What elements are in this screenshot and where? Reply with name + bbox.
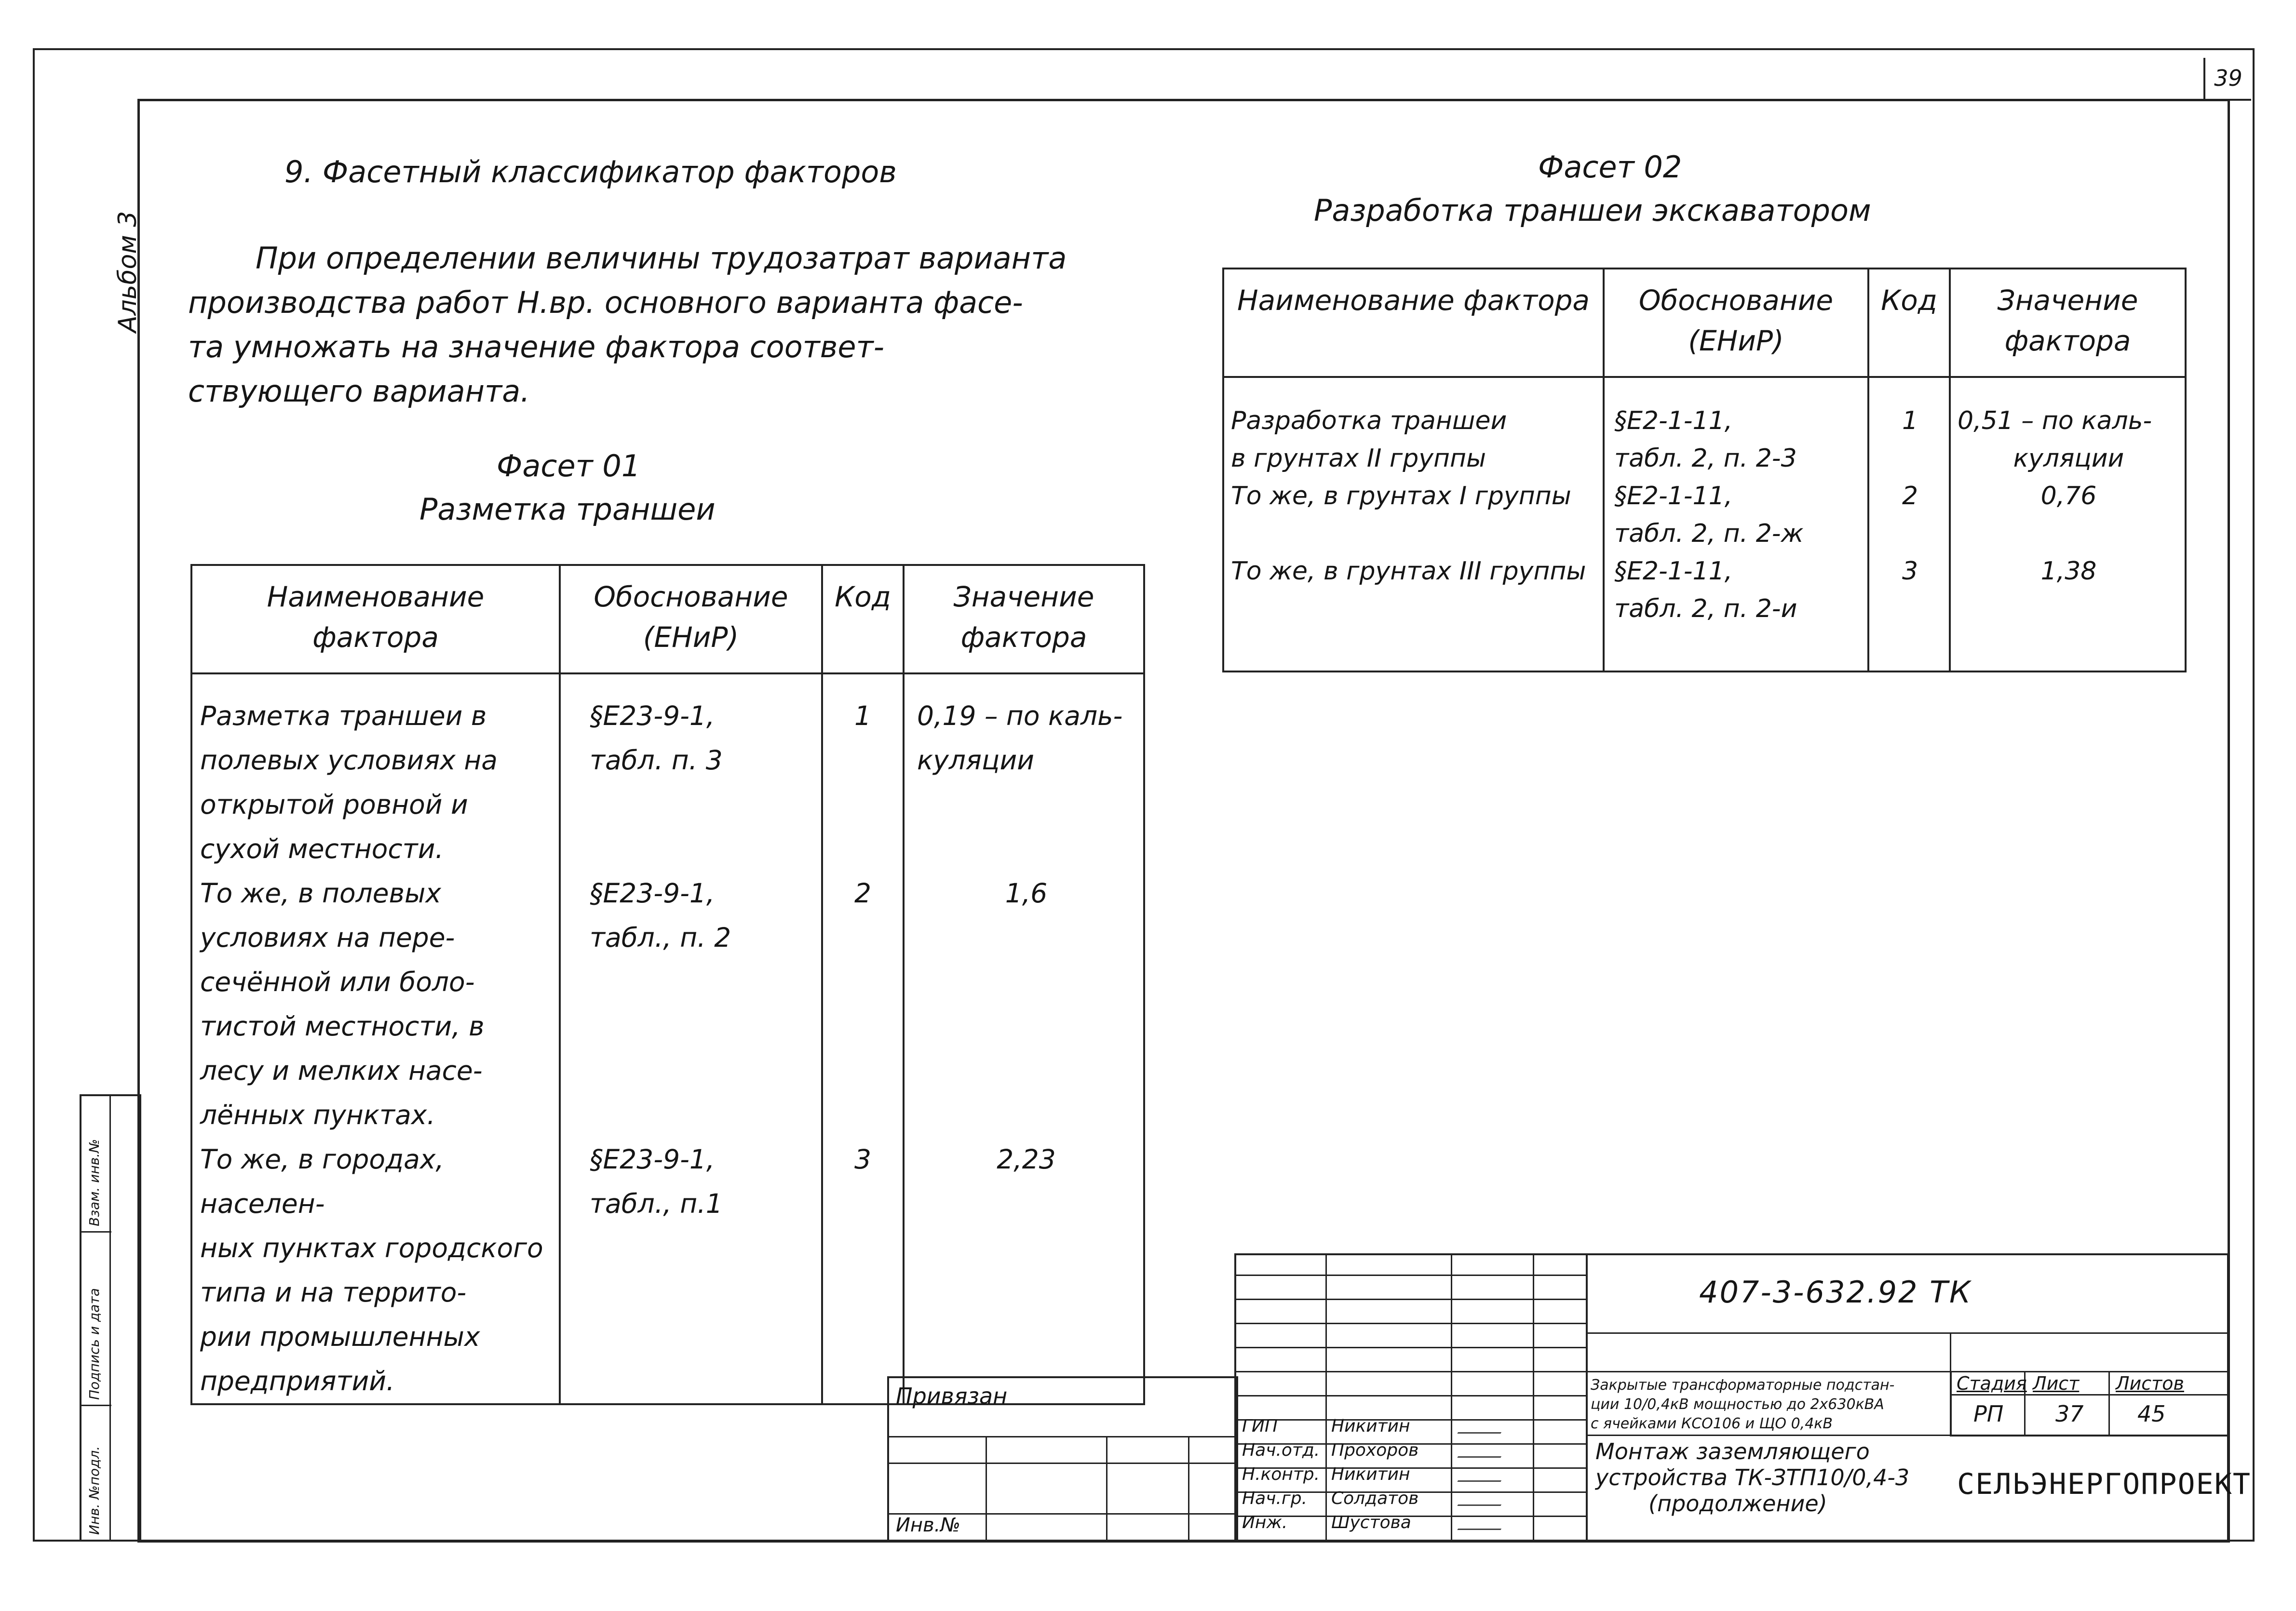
role-label: ГИП <box>1242 1416 1278 1436</box>
side-label-inv: Инв. №подл. <box>86 1446 102 1535</box>
title-block <box>1234 1253 2251 1542</box>
binding-block <box>887 1376 1238 1542</box>
table-header: Код <box>1868 268 1950 377</box>
intro-paragraph <box>188 236 1128 414</box>
factor-name <box>1224 378 1603 590</box>
intro-line: производства работ Н.вр. основного варианта фасе- <box>188 285 1023 320</box>
side-stamp-divider <box>109 1096 111 1540</box>
stage-block <box>1950 1371 2227 1436</box>
text-line: То же, в городах, населен- <box>200 1144 444 1219</box>
table-header: Наименование фактора <box>191 565 560 673</box>
text-line: куляции <box>917 745 1034 776</box>
document-code: 407-3-632.92 ТК <box>1699 1275 1972 1310</box>
text-line: 1,38 <box>2040 557 2097 586</box>
person-name: Прохоров <box>1331 1440 1419 1460</box>
text-line: 2 <box>854 878 871 909</box>
signature-mark <box>1457 1447 1507 1458</box>
factor-basis <box>1605 378 1867 628</box>
person-name: Никитин <box>1331 1416 1410 1436</box>
text-line: 0,51 – по каль- <box>1958 406 2152 435</box>
facet01-title: Фасет 01 <box>497 448 641 483</box>
text-line: полевых условиях на <box>200 745 498 776</box>
side-stamp-divider <box>81 1405 111 1406</box>
facet01-subtitle: Разметка траншеи <box>419 492 716 527</box>
sheets-value: 45 <box>2137 1401 2166 1427</box>
intro-line: та умножать на значение фактора соответ- <box>188 329 884 364</box>
person-name: Никитин <box>1331 1464 1410 1484</box>
role-column <box>1242 1414 1320 1535</box>
text-line: 1 <box>1902 406 1918 435</box>
table-header: Обоснование (ЕНиР) <box>560 565 822 673</box>
stage-label: Стадия <box>1957 1373 2027 1394</box>
organization-name: СЕЛЬЭНЕРГОПРОЕКТ <box>1957 1467 2251 1501</box>
text-line: рии промышленных <box>200 1321 480 1352</box>
text-line: с ячейками КСО106 и ЩО 0,4кВ <box>1591 1415 1833 1432</box>
project-name <box>1591 1376 1894 1434</box>
text-line: 3 <box>854 1144 871 1175</box>
text-line: тистой местности, в <box>200 1011 485 1042</box>
text-line: 1,6 <box>1005 878 1048 909</box>
text-line: табл. 2, п. 2-3 <box>1614 444 1797 473</box>
text-line: табл. п. 3 <box>590 745 723 776</box>
signature-mark <box>1457 1471 1507 1482</box>
text-line: Закрытые трансформаторные подстан- <box>1591 1377 1895 1394</box>
text-line: лённых пунктах. <box>200 1100 435 1130</box>
person-name: Солдатов <box>1331 1489 1419 1508</box>
factor-basis <box>561 674 821 1226</box>
signature-mark <box>1457 1495 1507 1506</box>
facet02-table <box>1222 268 2187 672</box>
text-line: §Е23-9-1, <box>590 878 715 909</box>
drawing-title <box>1595 1438 1909 1517</box>
side-stamp-divider <box>81 1231 111 1233</box>
table-row <box>1223 377 2186 671</box>
person-name: Шустова <box>1331 1513 1411 1532</box>
text-line: 2 <box>1902 482 1918 510</box>
text-line: §Е23-9-1, <box>590 700 715 731</box>
text-line: 2,23 <box>997 1144 1056 1175</box>
name-column <box>1331 1414 1418 1535</box>
text-line: 3 <box>1902 557 1918 586</box>
text-line: табл., п.1 <box>590 1188 723 1219</box>
text-line: ции 10/0,4кВ мощностью до 2х630кВА <box>1591 1396 1884 1413</box>
stage-value: РП <box>1973 1401 2004 1427</box>
factor-code <box>823 674 903 1181</box>
role-label: Инж. <box>1242 1513 1288 1532</box>
text-line: То же, в грунтах III группы <box>1231 557 1586 586</box>
role-label: Н.контр. <box>1242 1464 1320 1484</box>
text-line: Монтаж заземляющего <box>1595 1438 1870 1464</box>
text-line: типа и на террито- <box>200 1277 467 1308</box>
text-line: условиях на пере- <box>200 922 455 953</box>
text-line: (продолжение) <box>1648 1490 1827 1517</box>
side-label-signature: Подпись и дата <box>86 1288 102 1400</box>
role-label: Нач.отд. <box>1242 1440 1320 1460</box>
text-line: куляции <box>2013 444 2124 473</box>
text-line: сухой местности. <box>200 833 444 864</box>
text-line: в грунтах II группы <box>1231 444 1486 473</box>
text-line: сечённой или боло- <box>200 967 475 997</box>
inv-label: Инв.№ <box>896 1514 960 1536</box>
text-line: §Е23-9-1, <box>590 1144 715 1175</box>
factor-value <box>1951 378 2185 590</box>
signature-column <box>1460 1419 1504 1540</box>
sheets-label: Листов <box>2116 1373 2184 1394</box>
text-line: табл. 2, п. 2-и <box>1614 594 1797 623</box>
sheet-number: 39 <box>2203 58 2251 101</box>
table-row <box>191 673 1144 1404</box>
text-line: То же, в полевых <box>200 878 441 909</box>
factor-code <box>1869 378 1949 590</box>
side-stamp <box>80 1094 141 1542</box>
text-line: 1 <box>854 700 871 731</box>
signature-grid <box>1236 1255 1588 1540</box>
text-line: предприятий. <box>200 1366 395 1396</box>
text-line: открытой ровной и <box>200 789 468 820</box>
table-header: Обоснование (ЕНиР) <box>1604 268 1868 377</box>
facet02-subtitle: Разработка траншеи экскаватором <box>1314 193 1871 228</box>
sheet-label: Лист <box>2033 1373 2080 1394</box>
table-header: Наименование фактора <box>1223 268 1604 377</box>
text-line: §Е2-1-11, <box>1614 557 1733 586</box>
sheet-value: 37 <box>2055 1401 2084 1427</box>
text-line: §Е2-1-11, <box>1614 482 1733 510</box>
text-line: 0,76 <box>2040 482 2097 510</box>
binding-label: Привязан <box>896 1383 1008 1409</box>
text-line: табл. 2, п. 2-ж <box>1614 519 1804 548</box>
text-line: устройства ТК-ЗТП10/0,4-3 <box>1595 1464 1910 1490</box>
factor-name <box>192 674 559 1403</box>
section-title: 9. Фасетный классификатор факторов <box>284 154 897 189</box>
facet01-table <box>190 564 1145 1405</box>
table-header: Значение фактора <box>904 565 1144 673</box>
facet02-title: Фасет 02 <box>1538 149 1682 185</box>
text-line: табл., п. 2 <box>590 922 731 953</box>
text-line: Разработка траншеи <box>1231 406 1507 435</box>
side-label-replace: Взам. инв.№ <box>86 1139 102 1226</box>
text-line: 0,19 – по каль- <box>917 700 1123 731</box>
factor-value <box>905 674 1143 1181</box>
role-label: Нач.гр. <box>1242 1489 1308 1508</box>
text-line: §Е2-1-11, <box>1614 406 1733 435</box>
signature-mark <box>1457 1519 1507 1530</box>
album-label: Альбом 3 <box>113 211 142 333</box>
intro-line: ствующего варианта. <box>188 374 530 409</box>
signature-mark <box>1457 1423 1507 1434</box>
text-line: То же, в грунтах I группы <box>1231 482 1571 510</box>
table-header: Значение фактора <box>1950 268 2186 377</box>
intro-line: При определении величины трудозатрат варианта <box>256 241 1067 276</box>
text-line: ных пунктах городского <box>200 1233 543 1263</box>
text-line: Разметка траншеи в <box>200 700 487 731</box>
table-header: Код <box>822 565 904 673</box>
text-line: лесу и мелких насе- <box>200 1055 483 1086</box>
